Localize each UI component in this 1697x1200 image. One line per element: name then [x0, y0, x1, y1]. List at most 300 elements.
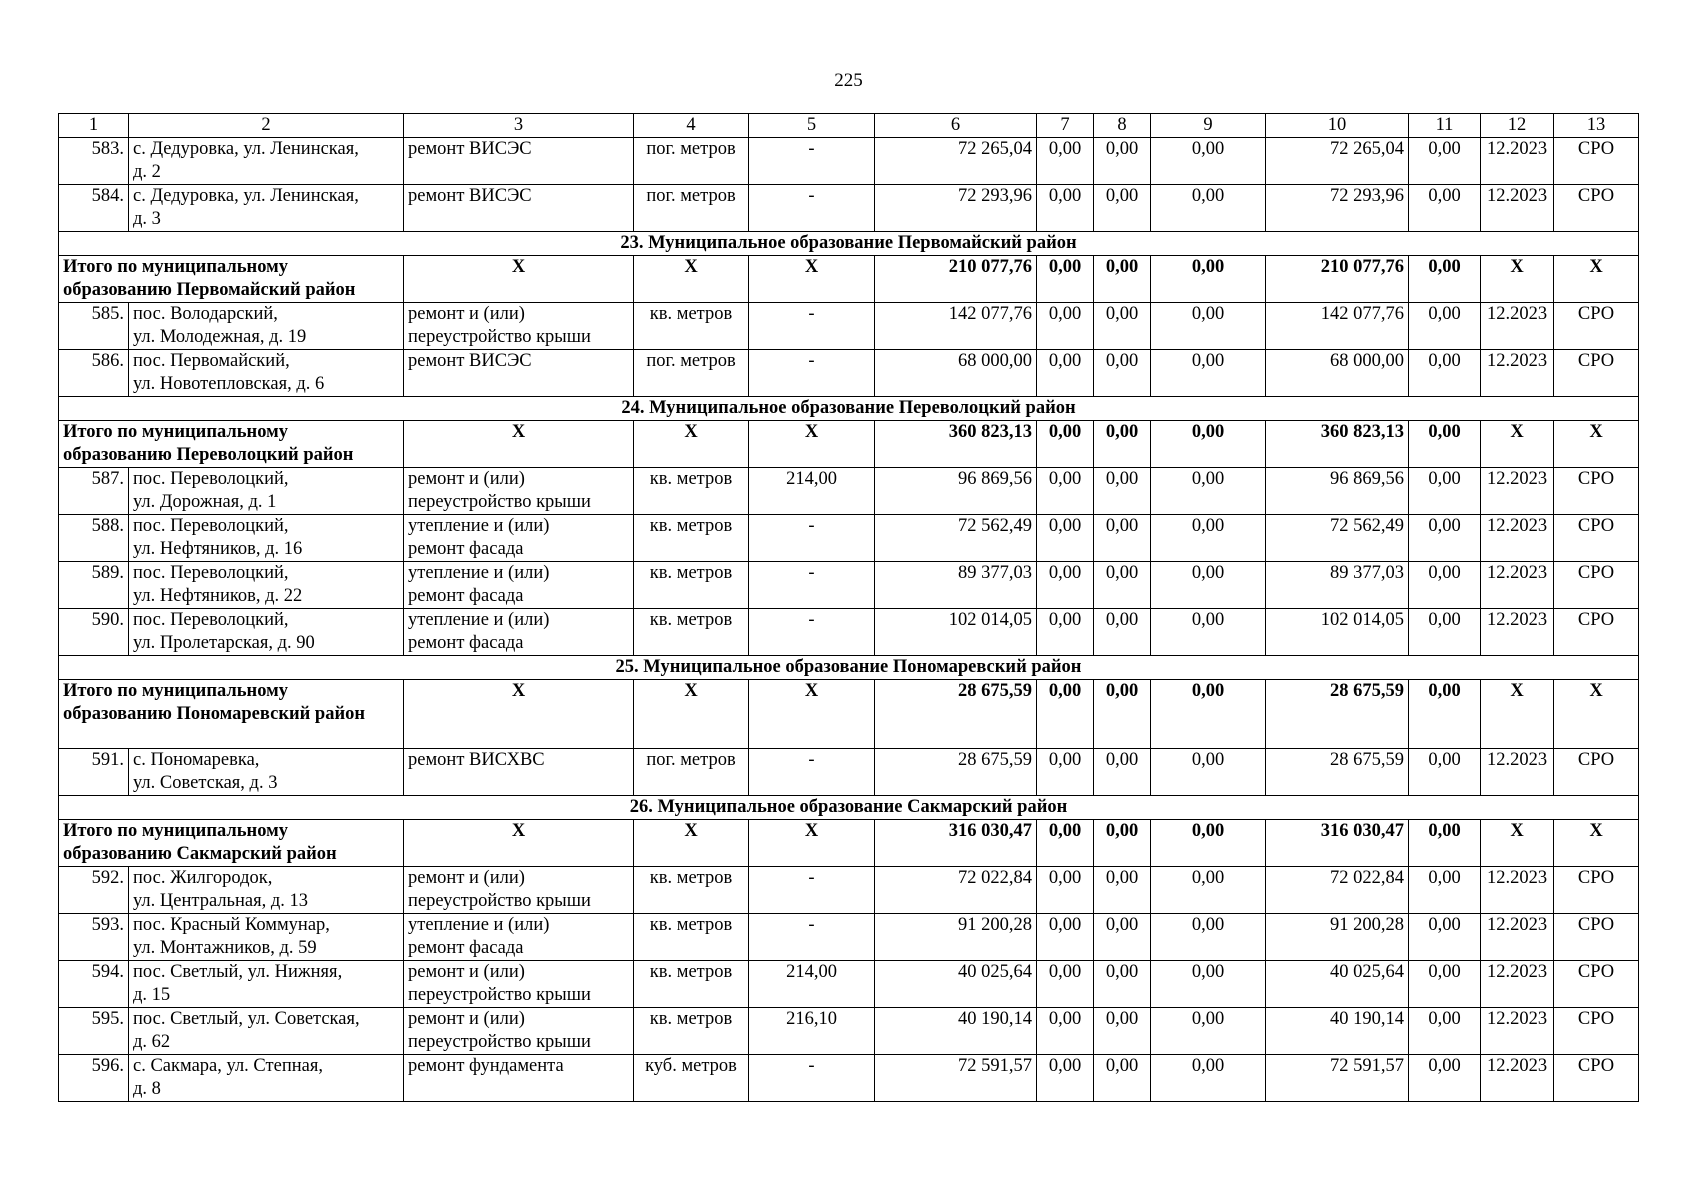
works-register-table — [58, 113, 1639, 1102]
column-header: 10 — [1266, 114, 1409, 138]
total-x-mark: Х — [634, 820, 749, 867]
section-header-row — [59, 232, 1639, 256]
deadline-cell: 12.2023 — [1481, 1055, 1554, 1102]
address-line-2: ул. Монтажников, д. 59 — [133, 938, 317, 958]
work-type-cell — [404, 914, 634, 961]
source-cell: СРО — [1554, 562, 1639, 609]
unit-cell: кв. метров — [634, 867, 749, 914]
value-cell: 0,00 — [1037, 749, 1094, 796]
table-row — [59, 961, 1639, 1008]
table-row — [59, 914, 1639, 961]
total-x-mark: Х — [404, 256, 634, 303]
total-x-mark: Х — [404, 680, 634, 749]
address-line-1: пос. Светлый, ул. Советская, — [133, 1009, 360, 1029]
address-line-2: д. 62 — [133, 1032, 171, 1052]
address-line-2: ул. Молодежная, д. 19 — [133, 327, 307, 347]
value-cell: 0,00 — [1409, 1055, 1481, 1102]
address-cell — [129, 185, 404, 232]
deadline-cell: 12.2023 — [1481, 303, 1554, 350]
district-total-row — [59, 820, 1639, 867]
source-cell: СРО — [1554, 961, 1639, 1008]
fund-cost-cell: 28 675,59 — [1266, 749, 1409, 796]
column-header: 13 — [1554, 114, 1639, 138]
work-type-line-2: переустройство крыши — [408, 891, 591, 911]
cost-cell: 72 022,84 — [875, 867, 1037, 914]
value-cell: 0,00 — [1409, 562, 1481, 609]
value-cell: 0,00 — [1037, 961, 1094, 1008]
column-header: 1 — [59, 114, 129, 138]
total-value: 0,00 — [1409, 820, 1481, 867]
cost-cell: 28 675,59 — [875, 749, 1037, 796]
row-number: 595. — [59, 1008, 129, 1055]
work-type-line-2: переустройство крыши — [408, 1032, 591, 1052]
total-value: 0,00 — [1409, 256, 1481, 303]
total-value: 0,00 — [1151, 680, 1266, 749]
row-number: 584. — [59, 185, 129, 232]
address-line-1: пос. Переволоцкий, — [133, 516, 289, 536]
address-cell — [129, 609, 404, 656]
total-value: 0,00 — [1409, 680, 1481, 749]
work-type-line-1: утепление и (или) — [408, 915, 550, 935]
total-cost: 210 077,76 — [875, 256, 1037, 303]
work-type-cell — [404, 185, 634, 232]
value-cell: 0,00 — [1037, 303, 1094, 350]
address-line-2: д. 3 — [133, 209, 161, 229]
work-type-line-1: ремонт и (или) — [408, 304, 525, 324]
address-cell — [129, 350, 404, 397]
address-cell — [129, 1055, 404, 1102]
address-cell — [129, 914, 404, 961]
section-header-row — [59, 656, 1639, 680]
cost-cell: 40 190,14 — [875, 1008, 1037, 1055]
quantity-cell: - — [749, 138, 875, 185]
deadline-cell: 12.2023 — [1481, 468, 1554, 515]
value-cell: 0,00 — [1094, 350, 1151, 397]
value-cell: 0,00 — [1151, 961, 1266, 1008]
total-value: 0,00 — [1094, 421, 1151, 468]
value-cell: 0,00 — [1151, 185, 1266, 232]
source-cell: СРО — [1554, 1008, 1639, 1055]
total-cost: 360 823,13 — [875, 421, 1037, 468]
row-number: 583. — [59, 138, 129, 185]
section-title: 25. Муниципальное образование Пономаревский район — [59, 656, 1639, 680]
address-line-2: д. 8 — [133, 1079, 161, 1099]
total-x-mark: Х — [1481, 820, 1554, 867]
unit-cell: кв. метров — [634, 515, 749, 562]
source-cell: СРО — [1554, 867, 1639, 914]
value-cell: 0,00 — [1094, 961, 1151, 1008]
value-cell: 0,00 — [1151, 515, 1266, 562]
total-fund-cost: 360 823,13 — [1266, 421, 1409, 468]
value-cell: 0,00 — [1037, 185, 1094, 232]
value-cell: 0,00 — [1037, 350, 1094, 397]
fund-cost-cell: 142 077,76 — [1266, 303, 1409, 350]
fund-cost-cell: 72 293,96 — [1266, 185, 1409, 232]
unit-cell: кв. метров — [634, 1008, 749, 1055]
unit-cell: пог. метров — [634, 138, 749, 185]
quantity-cell: - — [749, 867, 875, 914]
district-total-row — [59, 256, 1639, 303]
total-value: 0,00 — [1037, 421, 1094, 468]
address-cell — [129, 961, 404, 1008]
address-cell — [129, 515, 404, 562]
value-cell: 0,00 — [1094, 468, 1151, 515]
work-type-line-1: ремонт и (или) — [408, 469, 525, 489]
address-cell — [129, 1008, 404, 1055]
work-type-cell — [404, 515, 634, 562]
source-cell: СРО — [1554, 138, 1639, 185]
table-row — [59, 515, 1639, 562]
source-cell: СРО — [1554, 350, 1639, 397]
unit-cell: пог. метров — [634, 749, 749, 796]
cost-cell: 72 265,04 — [875, 138, 1037, 185]
source-cell: СРО — [1554, 914, 1639, 961]
address-line-2: ул. Центральная, д. 13 — [133, 891, 309, 911]
table-body — [59, 114, 1639, 1102]
address-cell — [129, 867, 404, 914]
quantity-cell: - — [749, 303, 875, 350]
value-cell: 0,00 — [1151, 749, 1266, 796]
address-line-2: ул. Нефтяников, д. 16 — [133, 539, 303, 559]
total-x-mark: Х — [634, 680, 749, 749]
total-x-mark: Х — [634, 256, 749, 303]
total-x-mark: Х — [749, 820, 875, 867]
district-total-row — [59, 421, 1639, 468]
fund-cost-cell: 72 591,57 — [1266, 1055, 1409, 1102]
value-cell: 0,00 — [1037, 1055, 1094, 1102]
value-cell: 0,00 — [1037, 138, 1094, 185]
deadline-cell: 12.2023 — [1481, 562, 1554, 609]
row-number: 591. — [59, 749, 129, 796]
unit-cell: кв. метров — [634, 303, 749, 350]
source-cell: СРО — [1554, 468, 1639, 515]
total-value: 0,00 — [1409, 421, 1481, 468]
fund-cost-cell: 72 022,84 — [1266, 867, 1409, 914]
section-title: 23. Муниципальное образование Первомайский район — [59, 232, 1639, 256]
cost-cell: 96 869,56 — [875, 468, 1037, 515]
fund-cost-cell: 102 014,05 — [1266, 609, 1409, 656]
total-label: Итого по муниципальному образованию Сакмарский район — [59, 820, 404, 867]
total-x-mark: Х — [1554, 820, 1639, 867]
work-type-line-1: ремонт и (или) — [408, 868, 525, 888]
value-cell: 0,00 — [1094, 185, 1151, 232]
total-value: 0,00 — [1037, 820, 1094, 867]
work-type-cell — [404, 1055, 634, 1102]
column-header: 11 — [1409, 114, 1481, 138]
source-cell: СРО — [1554, 185, 1639, 232]
work-type-cell — [404, 138, 634, 185]
value-cell: 0,00 — [1409, 138, 1481, 185]
value-cell: 0,00 — [1409, 749, 1481, 796]
deadline-cell: 12.2023 — [1481, 185, 1554, 232]
value-cell: 0,00 — [1037, 562, 1094, 609]
table-row — [59, 749, 1639, 796]
total-x-mark: Х — [1481, 680, 1554, 749]
work-type-cell — [404, 1008, 634, 1055]
total-x-mark: Х — [1481, 256, 1554, 303]
work-type-cell — [404, 303, 634, 350]
value-cell: 0,00 — [1409, 468, 1481, 515]
deadline-cell: 12.2023 — [1481, 609, 1554, 656]
address-line-1: пос. Жилгородок, — [133, 868, 273, 888]
address-line-2: ул. Дорожная, д. 1 — [133, 492, 277, 512]
table-row — [59, 1008, 1639, 1055]
value-cell: 0,00 — [1094, 1055, 1151, 1102]
quantity-cell: - — [749, 350, 875, 397]
value-cell: 0,00 — [1037, 914, 1094, 961]
total-label: Итого по муниципальному образованию Пономаревский район — [59, 680, 404, 749]
unit-cell: кв. метров — [634, 609, 749, 656]
unit-cell: кв. метров — [634, 562, 749, 609]
value-cell: 0,00 — [1409, 609, 1481, 656]
total-value: 0,00 — [1094, 256, 1151, 303]
work-type-line-1: ремонт и (или) — [408, 1009, 525, 1029]
value-cell: 0,00 — [1409, 515, 1481, 562]
column-numbers-row — [59, 114, 1639, 138]
quantity-cell: - — [749, 914, 875, 961]
value-cell: 0,00 — [1151, 303, 1266, 350]
row-number: 587. — [59, 468, 129, 515]
value-cell: 0,00 — [1409, 303, 1481, 350]
fund-cost-cell: 40 025,64 — [1266, 961, 1409, 1008]
value-cell: 0,00 — [1409, 867, 1481, 914]
total-value: 0,00 — [1094, 680, 1151, 749]
value-cell: 0,00 — [1037, 515, 1094, 562]
total-value: 0,00 — [1151, 820, 1266, 867]
work-type-cell — [404, 562, 634, 609]
total-fund-cost: 210 077,76 — [1266, 256, 1409, 303]
address-line-1: пос. Переволоцкий, — [133, 610, 289, 630]
value-cell: 0,00 — [1094, 515, 1151, 562]
value-cell: 0,00 — [1094, 1008, 1151, 1055]
fund-cost-cell: 72 265,04 — [1266, 138, 1409, 185]
cost-cell: 91 200,28 — [875, 914, 1037, 961]
value-cell: 0,00 — [1151, 914, 1266, 961]
cost-cell: 142 077,76 — [875, 303, 1037, 350]
column-header: 2 — [129, 114, 404, 138]
total-value: 0,00 — [1151, 256, 1266, 303]
total-fund-cost: 316 030,47 — [1266, 820, 1409, 867]
value-cell: 0,00 — [1094, 867, 1151, 914]
cost-cell: 68 000,00 — [875, 350, 1037, 397]
row-number: 592. — [59, 867, 129, 914]
total-x-mark: Х — [634, 421, 749, 468]
cost-cell: 102 014,05 — [875, 609, 1037, 656]
row-number: 588. — [59, 515, 129, 562]
source-cell: СРО — [1554, 1055, 1639, 1102]
deadline-cell: 12.2023 — [1481, 867, 1554, 914]
address-line-1: пос. Володарский, — [133, 304, 278, 324]
table-row — [59, 350, 1639, 397]
table-row — [59, 867, 1639, 914]
value-cell: 0,00 — [1037, 609, 1094, 656]
unit-cell: куб. метров — [634, 1055, 749, 1102]
value-cell: 0,00 — [1037, 1008, 1094, 1055]
address-cell — [129, 303, 404, 350]
work-type-line-1: ремонт и (или) — [408, 962, 525, 982]
work-type-line-1: ремонт ВИСХВС — [408, 750, 545, 770]
deadline-cell: 12.2023 — [1481, 749, 1554, 796]
address-cell — [129, 468, 404, 515]
address-line-1: с. Сакмара, ул. Степная, — [133, 1056, 323, 1076]
address-line-1: пос. Первомайский, — [133, 351, 290, 371]
column-header: 4 — [634, 114, 749, 138]
work-type-line-1: ремонт ВИСЭС — [408, 139, 532, 159]
address-line-2: ул. Новотепловская, д. 6 — [133, 374, 325, 394]
address-cell — [129, 749, 404, 796]
total-value: 0,00 — [1037, 680, 1094, 749]
row-number: 589. — [59, 562, 129, 609]
work-type-cell — [404, 350, 634, 397]
address-line-2: ул. Нефтяников, д. 22 — [133, 586, 303, 606]
quantity-cell: - — [749, 562, 875, 609]
quantity-cell: 214,00 — [749, 468, 875, 515]
work-type-line-2: переустройство крыши — [408, 985, 591, 1005]
address-line-2: д. 2 — [133, 162, 161, 182]
section-title: 24. Муниципальное образование Переволоцкий район — [59, 397, 1639, 421]
total-x-mark: Х — [1481, 421, 1554, 468]
address-line-1: с. Пономаревка, — [133, 750, 260, 770]
value-cell: 0,00 — [1037, 468, 1094, 515]
row-number: 596. — [59, 1055, 129, 1102]
value-cell: 0,00 — [1409, 185, 1481, 232]
value-cell: 0,00 — [1409, 1008, 1481, 1055]
column-header: 6 — [875, 114, 1037, 138]
value-cell: 0,00 — [1151, 609, 1266, 656]
row-number: 586. — [59, 350, 129, 397]
fund-cost-cell: 96 869,56 — [1266, 468, 1409, 515]
row-number: 593. — [59, 914, 129, 961]
address-line-1: с. Дедуровка, ул. Ленинская, — [133, 139, 359, 159]
deadline-cell: 12.2023 — [1481, 1008, 1554, 1055]
value-cell: 0,00 — [1094, 609, 1151, 656]
work-type-line-1: ремонт фундамента — [408, 1056, 564, 1076]
total-value: 0,00 — [1094, 820, 1151, 867]
fund-cost-cell: 91 200,28 — [1266, 914, 1409, 961]
total-label: Итого по муниципальному образованию Первомайский район — [59, 256, 404, 303]
value-cell: 0,00 — [1151, 867, 1266, 914]
address-line-1: с. Дедуровка, ул. Ленинская, — [133, 186, 359, 206]
work-type-line-2: ремонт фасада — [408, 938, 524, 958]
column-header: 9 — [1151, 114, 1266, 138]
address-line-2: ул. Советская, д. 3 — [133, 773, 278, 793]
value-cell: 0,00 — [1094, 138, 1151, 185]
district-total-row — [59, 680, 1639, 749]
source-cell: СРО — [1554, 303, 1639, 350]
work-type-cell — [404, 867, 634, 914]
work-type-line-1: утепление и (или) — [408, 516, 550, 536]
work-type-cell — [404, 749, 634, 796]
quantity-cell: - — [749, 609, 875, 656]
address-line-2: ул. Пролетарская, д. 90 — [133, 633, 315, 653]
work-type-cell — [404, 961, 634, 1008]
value-cell: 0,00 — [1094, 914, 1151, 961]
work-type-line-1: утепление и (или) — [408, 563, 550, 583]
section-header-row — [59, 397, 1639, 421]
address-line-1: пос. Красный Коммунар, — [133, 915, 330, 935]
deadline-cell: 12.2023 — [1481, 914, 1554, 961]
value-cell: 0,00 — [1151, 1055, 1266, 1102]
work-type-line-2: переустройство крыши — [408, 492, 591, 512]
work-type-line-1: ремонт ВИСЭС — [408, 186, 532, 206]
row-number: 585. — [59, 303, 129, 350]
unit-cell: кв. метров — [634, 468, 749, 515]
total-x-mark: Х — [749, 256, 875, 303]
total-x-mark: Х — [1554, 421, 1639, 468]
address-cell — [129, 138, 404, 185]
source-cell: СРО — [1554, 749, 1639, 796]
table-row — [59, 609, 1639, 656]
work-type-line-1: утепление и (или) — [408, 610, 550, 630]
total-cost: 28 675,59 — [875, 680, 1037, 749]
deadline-cell: 12.2023 — [1481, 138, 1554, 185]
value-cell: 0,00 — [1094, 562, 1151, 609]
source-cell: СРО — [1554, 515, 1639, 562]
cost-cell: 72 293,96 — [875, 185, 1037, 232]
quantity-cell: 214,00 — [749, 961, 875, 1008]
cost-cell: 72 591,57 — [875, 1055, 1037, 1102]
quantity-cell: 216,10 — [749, 1008, 875, 1055]
section-header-row — [59, 796, 1639, 820]
column-header: 5 — [749, 114, 875, 138]
page-number: 225 — [834, 70, 863, 91]
value-cell: 0,00 — [1409, 961, 1481, 1008]
cost-cell: 72 562,49 — [875, 515, 1037, 562]
fund-cost-cell: 89 377,03 — [1266, 562, 1409, 609]
value-cell: 0,00 — [1409, 350, 1481, 397]
table-row — [59, 138, 1639, 185]
fund-cost-cell: 72 562,49 — [1266, 515, 1409, 562]
table-row — [59, 468, 1639, 515]
source-cell: СРО — [1554, 609, 1639, 656]
deadline-cell: 12.2023 — [1481, 515, 1554, 562]
value-cell: 0,00 — [1151, 562, 1266, 609]
total-x-mark: Х — [749, 680, 875, 749]
table-row — [59, 303, 1639, 350]
unit-cell: пог. метров — [634, 350, 749, 397]
total-x-mark: Х — [749, 421, 875, 468]
total-cost: 316 030,47 — [875, 820, 1037, 867]
total-fund-cost: 28 675,59 — [1266, 680, 1409, 749]
column-header: 8 — [1094, 114, 1151, 138]
row-number: 594. — [59, 961, 129, 1008]
total-x-mark: Х — [1554, 680, 1639, 749]
address-line-2: д. 15 — [133, 985, 171, 1005]
value-cell: 0,00 — [1094, 749, 1151, 796]
value-cell: 0,00 — [1094, 303, 1151, 350]
column-header: 12 — [1481, 114, 1554, 138]
quantity-cell: - — [749, 1055, 875, 1102]
deadline-cell: 12.2023 — [1481, 961, 1554, 1008]
table-row — [59, 185, 1639, 232]
quantity-cell: - — [749, 749, 875, 796]
unit-cell: кв. метров — [634, 961, 749, 1008]
work-type-line-1: ремонт ВИСЭС — [408, 351, 532, 371]
row-number: 590. — [59, 609, 129, 656]
total-x-mark: Х — [1554, 256, 1639, 303]
work-type-line-2: ремонт фасада — [408, 539, 524, 559]
work-type-cell — [404, 468, 634, 515]
section-title: 26. Муниципальное образование Сакмарский район — [59, 796, 1639, 820]
deadline-cell: 12.2023 — [1481, 350, 1554, 397]
unit-cell: пог. метров — [634, 185, 749, 232]
quantity-cell: - — [749, 515, 875, 562]
total-label: Итого по муниципальному образованию Переволоцкий район — [59, 421, 404, 468]
address-line-1: пос. Переволоцкий, — [133, 469, 289, 489]
total-value: 0,00 — [1151, 421, 1266, 468]
value-cell: 0,00 — [1151, 138, 1266, 185]
cost-cell: 40 025,64 — [875, 961, 1037, 1008]
